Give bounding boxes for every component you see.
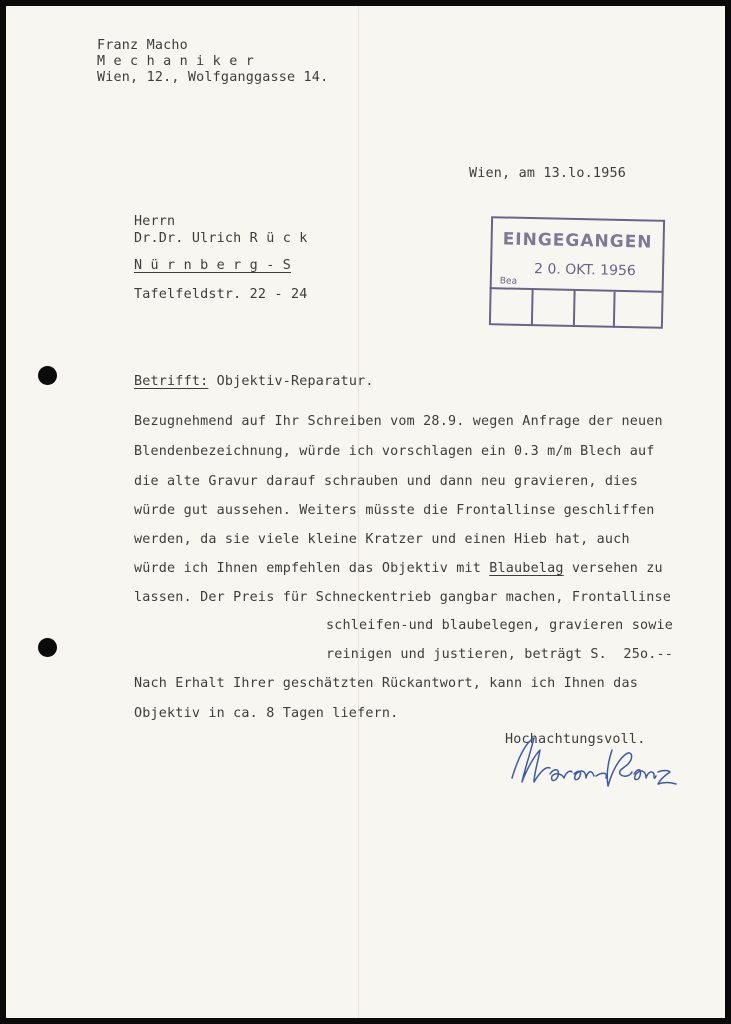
body-line-3: die alte Gravur darauf schrauben und dann neu gravieren, dies xyxy=(134,474,638,489)
body-line-1: Bezugnehmend auf Ihr Schreiben vom 28.9. wegen Anfrage der neuen xyxy=(134,414,663,429)
body-line-2: Blendenbezeichnung, würde ich vorschlagen ein 0.3 m/m Blech auf xyxy=(134,444,655,459)
body-line-4: würde gut aussehen. Weiters müsste die Frontallinse geschliffen xyxy=(134,503,655,518)
subject-label: Betrifft: xyxy=(134,374,209,389)
letter-page xyxy=(6,6,725,1018)
body-line-9: reinigen und justieren, beträgt S. 25o.-- xyxy=(326,647,673,662)
recipient-name: Dr.Dr. Ulrich R ü c k xyxy=(134,231,308,246)
stamp-date: 2 0. OKT. 1956 xyxy=(533,261,636,280)
body-line-5: werden, da sie viele kleine Kratzer und einen Hieb hat, auch xyxy=(134,532,630,547)
punch-hole-bottom xyxy=(38,638,57,657)
sender-profession: M e c h a n i k e r xyxy=(97,54,254,69)
body-line-7: lassen. Der Preis für Schneckentrieb gangbar machen, Frontallinse xyxy=(134,590,672,605)
recipient-salutation: Herrn xyxy=(134,214,176,229)
recipient-street: Tafelfeldstr. 22 - 24 xyxy=(134,287,308,302)
punch-hole-top xyxy=(38,366,57,385)
stamp-title: EINGEGANGEN xyxy=(502,229,653,253)
body-line-10: Nach Erhalt Ihrer geschätzten Rückantwort, kann ich Ihnen das xyxy=(134,676,638,691)
body-line-8: schleifen-und blaubelegen, gravieren sowie xyxy=(326,618,673,633)
body-line-6-end: versehen zu xyxy=(563,561,663,576)
recipient-city: N ü r n b e r g - S xyxy=(134,258,291,273)
received-stamp xyxy=(489,216,665,329)
body-line-11: Objektiv in ca. 8 Tagen liefern. xyxy=(134,706,399,721)
date-line: Wien, am 13.lo.1956 xyxy=(469,166,626,181)
subject-text: Objektiv-Reparatur. xyxy=(216,374,374,389)
stamp-small-label: Bea xyxy=(499,276,518,287)
subject-line xyxy=(134,374,374,389)
sender-name: Franz Macho xyxy=(97,38,188,53)
sender-address: Wien, 12., Wolfganggasse 14. xyxy=(97,70,329,85)
closing: Hochachtungsvoll. xyxy=(505,732,646,747)
body-line-6 xyxy=(134,561,663,576)
body-line-6-start: würde ich Ihnen empfehlen das Objektiv mit xyxy=(134,561,490,576)
body-underlined-word: Blaubelag xyxy=(489,561,564,576)
handwritten-signature xyxy=(504,728,684,798)
